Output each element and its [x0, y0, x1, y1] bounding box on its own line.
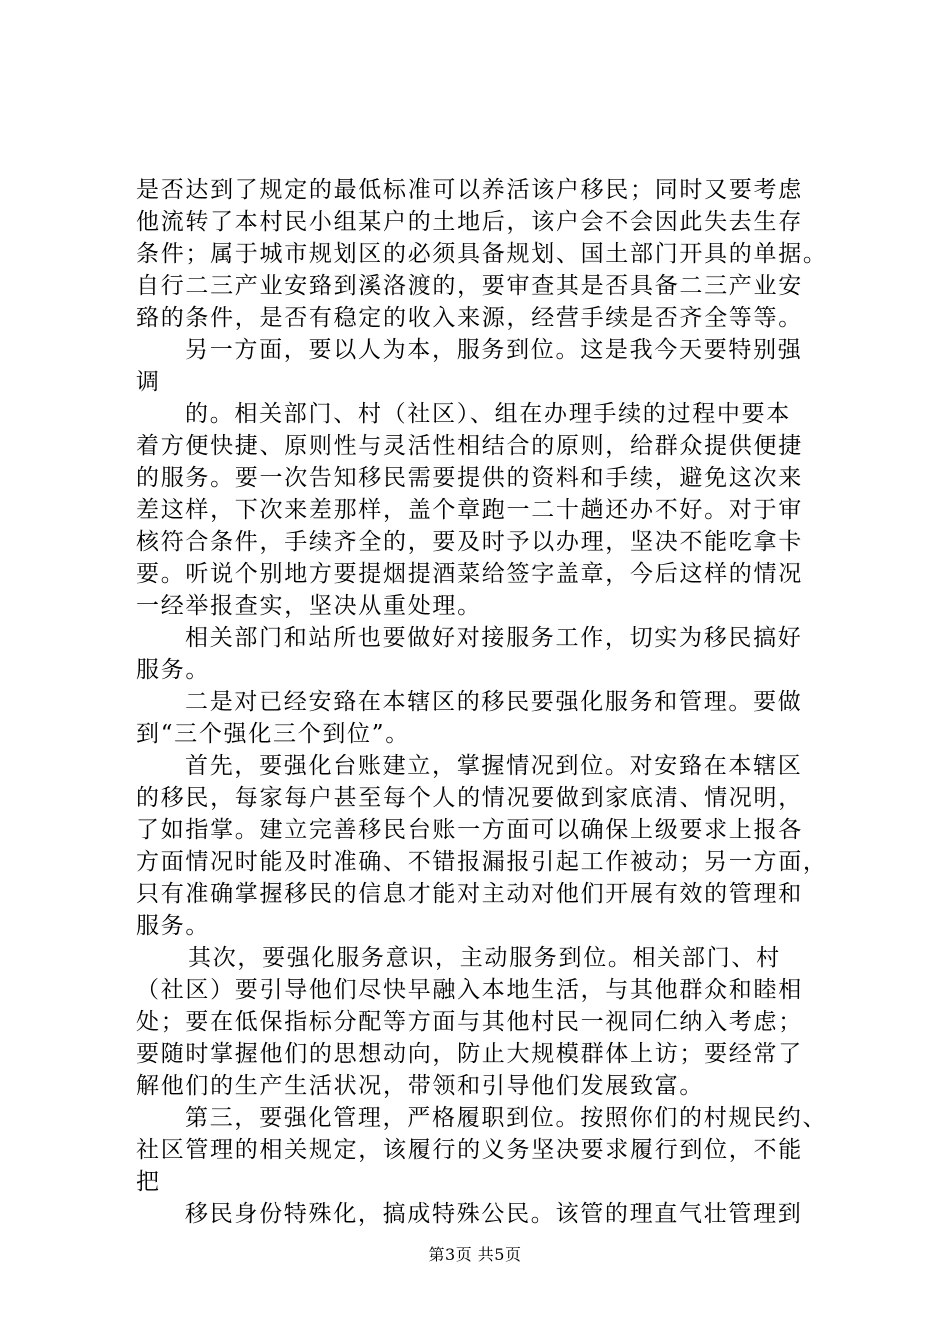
paragraph-start-line: 相关部门和站所也要做好对接服务工作，切实为移民搞好	[185, 625, 803, 651]
body-text-line: 核符合条件，手续齐全的，要及时予以办理，坚决不能吃拿卡	[136, 529, 803, 555]
paragraph-start-line: 移民身份特殊化，搞成特殊公民。该管的理直气壮管理到	[185, 1201, 803, 1227]
body-text-line: （社区）要引导他们尽快早融入本地生活，与其他群众和睦相	[136, 977, 803, 1003]
body-text-line: 是否达到了规定的最低标准可以养活该户移民；同时又要考虑	[136, 177, 803, 203]
body-text-line: 服务。	[136, 913, 211, 939]
body-text-line: 着方便快捷、原则性与灵活性相结合的原则，给群众提供便捷	[136, 433, 803, 459]
body-text-line: 把	[136, 1169, 161, 1195]
paragraph-start-line: 第三，要强化管理，严格履职到位。按照你们的村规民约、	[185, 1105, 828, 1131]
body-text-line: 到“三个强化三个到位”。	[136, 721, 410, 747]
paragraph-start-line: 的。相关部门、村（社区）、组在办理手续的过程中要本	[185, 401, 791, 427]
body-text-line: 社区管理的相关规定，该履行的义务坚决要求履行到位，不能	[136, 1137, 803, 1163]
body-text-line: 的服务。要一次告知移民需要提供的资料和手续，避免这次来	[136, 465, 803, 491]
body-text-line: 解他们的生产生活状况，带领和引导他们发展致富。	[136, 1073, 705, 1099]
body-text-line: 的移民，每家每户甚至每个人的情况要做到家底清、情况明，	[136, 785, 803, 811]
body-text-line: 臵的条件，是否有稳定的收入来源，经营手续是否齐全等等。	[136, 305, 803, 331]
body-text-line: 方面情况时能及时准确、不错报漏报引起工作被动；另一方面，	[136, 849, 828, 875]
paragraph-start-line: 二是对已经安臵在本辖区的移民要强化服务和管理。要做	[185, 689, 803, 715]
body-text-line: 要随时掌握他们的思想动向，防止大规模群体上访；要经常了	[136, 1041, 803, 1067]
page-number-footer: 第3页 共5页	[428, 1245, 522, 1264]
body-text-line: 差这样，下次来差那样，盖个章跑一二十趟还办不好。对于审	[136, 497, 803, 523]
body-text-line: 调	[136, 369, 161, 395]
paragraph-start-line: 首先，要强化台账建立，掌握情况到位。对安臵在本辖区	[185, 753, 803, 779]
body-text-line: 条件；属于城市规划区的必须具备规划、国土部门开具的单据。	[136, 241, 828, 267]
body-text-line: 了如指掌。建立完善移民台账一方面可以确保上级要求上报各	[136, 817, 803, 843]
body-text-line: 他流转了本村民小组某户的土地后，该户会不会因此失去生存	[136, 209, 803, 235]
body-text-line: 要。听说个别地方要提烟提酒菜给签字盖章，今后这样的情况	[136, 561, 803, 587]
paragraph-start-line: 另一方面，要以人为本，服务到位。这是我今天要特别强	[185, 337, 803, 363]
body-text-line: 一经举报查实，坚决从重处理。	[136, 593, 482, 619]
body-text-line: 服务。	[136, 657, 211, 683]
paragraph-start-line: 其次，要强化服务意识，主动服务到位。相关部门、村	[188, 945, 781, 971]
body-text-line: 只有准确掌握移民的信息才能对主动对他们开展有效的管理和	[136, 881, 803, 907]
body-text-line: 处；要在低保指标分配等方面与其他村民一视同仁纳入考虑；	[136, 1009, 803, 1035]
body-text-line: 自行二三产业安臵到溪洛渡的，要审查其是否具备二三产业安	[136, 273, 803, 299]
